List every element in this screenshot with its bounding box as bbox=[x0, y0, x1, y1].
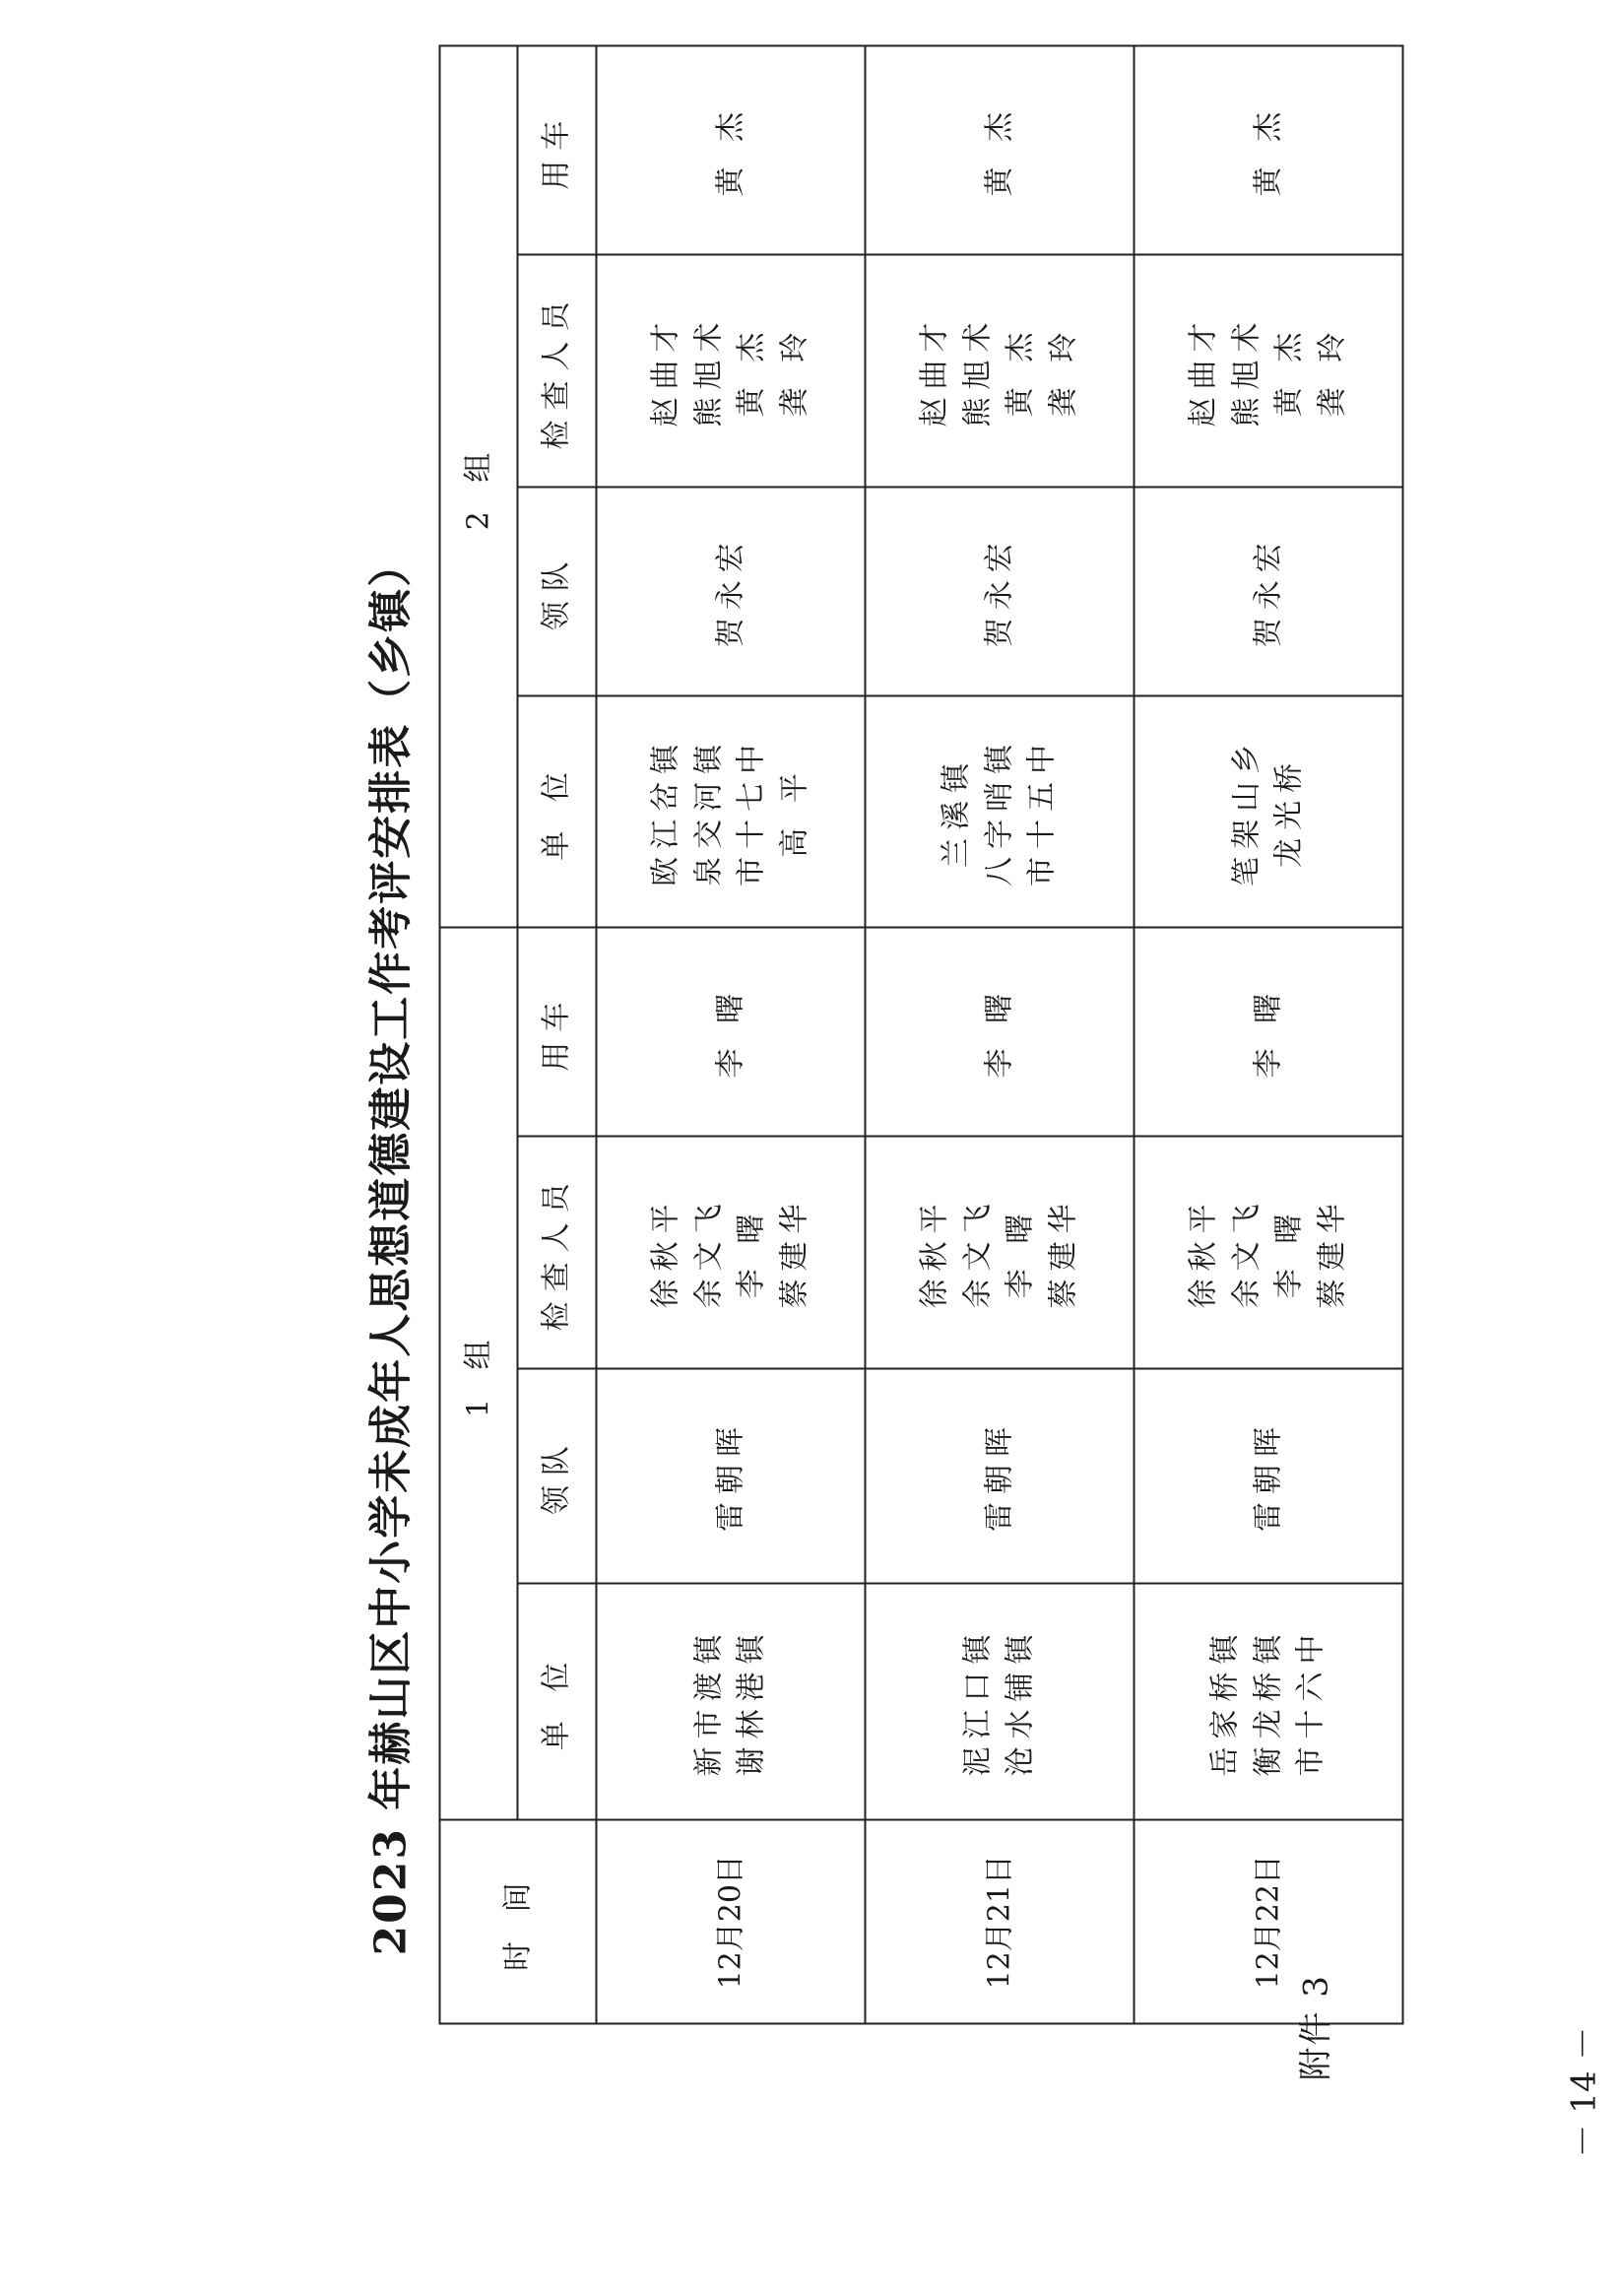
inspector-name: 赵曲才 bbox=[1186, 314, 1221, 427]
unit-name: 市十七中 bbox=[734, 736, 769, 886]
inspector-name: 李 曙 bbox=[1003, 1206, 1038, 1299]
header-g1-inspectors: 检查人员 bbox=[518, 1137, 596, 1368]
g2-inspectors-cell bbox=[1134, 255, 1402, 487]
inspector-name: 赵曲才 bbox=[917, 314, 952, 427]
unit-name: 泥江口镇 bbox=[960, 1626, 996, 1777]
schedule-table bbox=[439, 45, 1404, 2025]
unit-name: 衡龙桥镇 bbox=[1251, 1626, 1286, 1777]
inspector-name: 龚 玲 bbox=[1046, 324, 1081, 418]
inspector-name: 赵曲才 bbox=[648, 314, 683, 427]
inspector-name: 余文飞 bbox=[691, 1196, 727, 1309]
header-g2-leader: 领队 bbox=[518, 487, 596, 695]
header-g2-car: 用车 bbox=[518, 46, 596, 255]
inspector-name: 熊旭术 bbox=[1229, 314, 1264, 427]
inspector-name: 余文飞 bbox=[1229, 1196, 1264, 1309]
table-row bbox=[596, 46, 865, 2024]
inspector-name: 蔡建华 bbox=[1315, 1196, 1350, 1309]
unit-name: 龙光桥 bbox=[1271, 754, 1307, 868]
g2-inspectors-cell bbox=[865, 255, 1134, 487]
inspector-name: 徐秋平 bbox=[1186, 1196, 1221, 1309]
unit-name: 市十五中 bbox=[1024, 736, 1060, 886]
inspector-name: 龚 玲 bbox=[1315, 324, 1350, 418]
g2-leader: 贺永宏 bbox=[865, 487, 1134, 695]
g1-car: 李 曙 bbox=[865, 928, 1134, 1137]
table-row bbox=[865, 46, 1134, 2024]
unit-name: 八字哨镇 bbox=[982, 736, 1017, 886]
table-row bbox=[1134, 46, 1402, 2024]
row-date: 12月20日 bbox=[596, 1820, 865, 2024]
unit-name: 笔架山乡 bbox=[1229, 736, 1264, 886]
inspector-name: 熊旭术 bbox=[960, 314, 996, 427]
unit-name: 欧江岔镇 bbox=[648, 736, 683, 886]
annex-label: 附件 3 bbox=[1296, 1974, 1336, 2081]
inspector-name: 蔡建华 bbox=[1046, 1196, 1081, 1309]
header-g1-leader: 领队 bbox=[518, 1368, 596, 1583]
header-row-fields bbox=[518, 46, 596, 2024]
unit-name: 岳家桥镇 bbox=[1207, 1626, 1243, 1777]
g1-units-cell bbox=[596, 1583, 865, 1820]
g1-car: 李 曙 bbox=[1134, 928, 1402, 1137]
header-g2-unit: 单 位 bbox=[518, 695, 596, 927]
inspector-name: 龚 玲 bbox=[777, 324, 812, 418]
header-g2-inspectors: 检查人员 bbox=[518, 255, 596, 487]
page-number: － 14 － bbox=[1564, 2026, 1604, 2158]
inspector-name: 李 曙 bbox=[734, 1206, 769, 1299]
unit-name: 新市渡镇 bbox=[691, 1626, 727, 1777]
g1-leader: 雷朝晖 bbox=[596, 1368, 865, 1583]
inspector-name: 李 曙 bbox=[1271, 1206, 1307, 1299]
inspector-name: 蔡建华 bbox=[777, 1196, 812, 1309]
row-date: 12月21日 bbox=[865, 1820, 1134, 2024]
header-group-2: 2 组 bbox=[440, 46, 518, 928]
g2-units-cell bbox=[1134, 695, 1402, 927]
g1-units-cell bbox=[865, 1583, 1134, 1820]
g1-inspectors-cell bbox=[865, 1137, 1134, 1368]
g1-units-cell bbox=[1134, 1583, 1402, 1820]
unit-name: 谢林港镇 bbox=[734, 1626, 769, 1777]
g2-car: 黄 杰 bbox=[596, 46, 865, 255]
rotated-document-sheet bbox=[1, 0, 1621, 2296]
g2-units-cell bbox=[596, 695, 865, 927]
inspector-name: 黄 杰 bbox=[1271, 324, 1307, 418]
g1-inspectors-cell bbox=[1134, 1137, 1402, 1368]
g2-leader: 贺永宏 bbox=[596, 487, 865, 695]
header-g1-car: 用车 bbox=[518, 928, 596, 1137]
g2-car: 黄 杰 bbox=[1134, 46, 1402, 255]
g2-leader: 贺永宏 bbox=[1134, 487, 1402, 695]
inspector-name: 熊旭术 bbox=[691, 314, 727, 427]
unit-name: 沧水铺镇 bbox=[1003, 1626, 1038, 1777]
unit-name: 高 平 bbox=[777, 765, 812, 858]
g1-car: 李 曙 bbox=[596, 928, 865, 1137]
inspector-name: 黄 杰 bbox=[734, 324, 769, 418]
header-g1-unit: 单 位 bbox=[518, 1583, 596, 1820]
inspector-name: 徐秋平 bbox=[917, 1196, 952, 1309]
g2-units-cell bbox=[865, 695, 1134, 927]
inspector-name: 黄 杰 bbox=[1003, 324, 1038, 418]
g1-leader: 雷朝晖 bbox=[865, 1368, 1134, 1583]
row-date: 12月22日 bbox=[1134, 1820, 1402, 2024]
g2-car: 黄 杰 bbox=[865, 46, 1134, 255]
inspector-name: 徐秋平 bbox=[648, 1196, 683, 1309]
g2-inspectors-cell bbox=[596, 255, 865, 487]
inspector-name: 余文飞 bbox=[960, 1196, 996, 1309]
unit-name: 兰溪镇 bbox=[939, 754, 974, 868]
g1-inspectors-cell bbox=[596, 1137, 865, 1368]
header-row-groups bbox=[440, 46, 518, 2024]
document-title: 2023 年赫山区中小学未成年人思想道德建设工作考评安排表（乡镇） bbox=[365, 541, 417, 1956]
header-group-1: 1 组 bbox=[440, 928, 518, 1820]
unit-name: 市十六中 bbox=[1293, 1626, 1329, 1777]
header-time: 时 间 bbox=[440, 1820, 597, 2024]
g1-leader: 雷朝晖 bbox=[1134, 1368, 1402, 1583]
unit-name: 泉交河镇 bbox=[691, 736, 727, 886]
